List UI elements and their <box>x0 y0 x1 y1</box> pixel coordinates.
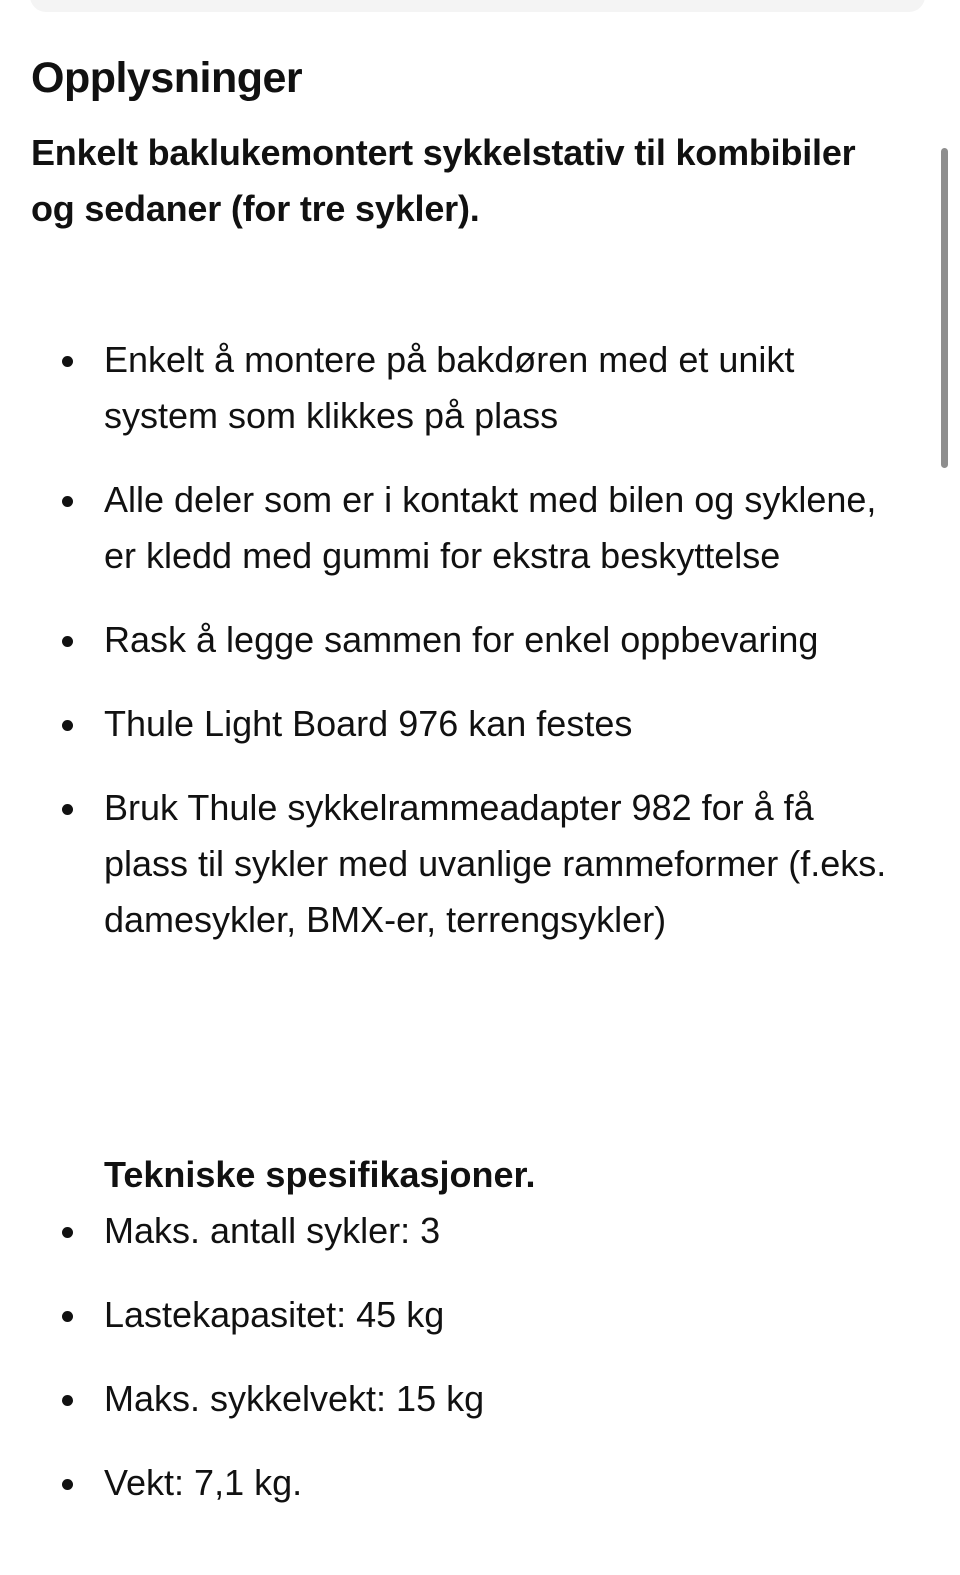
bullet-icon <box>62 720 73 731</box>
feature-text: Thule Light Board 976 kan festes <box>104 703 633 744</box>
feature-text: Alle deler som er i kontakt med bilen og syklene, er kledd med gummi for ekstra beskyttelse <box>104 479 877 576</box>
list-item <box>0 780 900 948</box>
list-item <box>0 472 900 584</box>
spec-text: Vekt: 7,1 kg. <box>104 1462 303 1503</box>
spec-text: Lastekapasitet: 45 kg <box>104 1294 445 1335</box>
list-item <box>0 332 900 444</box>
bullet-icon <box>62 804 73 815</box>
spec-text: Maks. sykkelvekt: 15 kg <box>104 1378 485 1419</box>
feature-text: Rask å legge sammen for enkel oppbevaring <box>104 619 819 660</box>
section-title: Opplysninger <box>31 54 303 102</box>
feature-text: Enkelt å montere på bakdøren med et unikt system som klikkes på plass <box>104 339 795 436</box>
bullet-icon <box>62 1311 73 1322</box>
bullet-icon <box>62 356 73 367</box>
feature-list <box>0 332 900 976</box>
specs-list <box>0 1203 900 1539</box>
vertical-scrollbar[interactable] <box>941 148 948 468</box>
list-item <box>0 1371 900 1427</box>
feature-text: Bruk Thule sykkelrammeadapter 982 for å få plass til sykler med uvanlige rammeformer (f.eks. damesykler, BMX-er, terrengsykler) <box>104 787 887 940</box>
list-item <box>0 696 900 752</box>
list-item <box>0 612 900 668</box>
bullet-icon <box>62 496 73 507</box>
list-item <box>0 1203 900 1259</box>
list-item <box>0 1287 900 1343</box>
spec-text: Maks. antall sykler: 3 <box>104 1210 441 1251</box>
bullet-icon <box>62 1227 73 1238</box>
bullet-icon <box>62 636 73 647</box>
list-item <box>0 1455 900 1511</box>
specs-heading: Tekniske spesifikasjoner. <box>104 1154 536 1195</box>
bullet-icon <box>62 1479 73 1490</box>
product-intro: Enkelt baklukemontert sykkelstativ til kombibiler og sedaner (for tre sykler). <box>31 132 856 229</box>
bullet-icon <box>62 1395 73 1406</box>
previous-section-card <box>30 0 925 12</box>
